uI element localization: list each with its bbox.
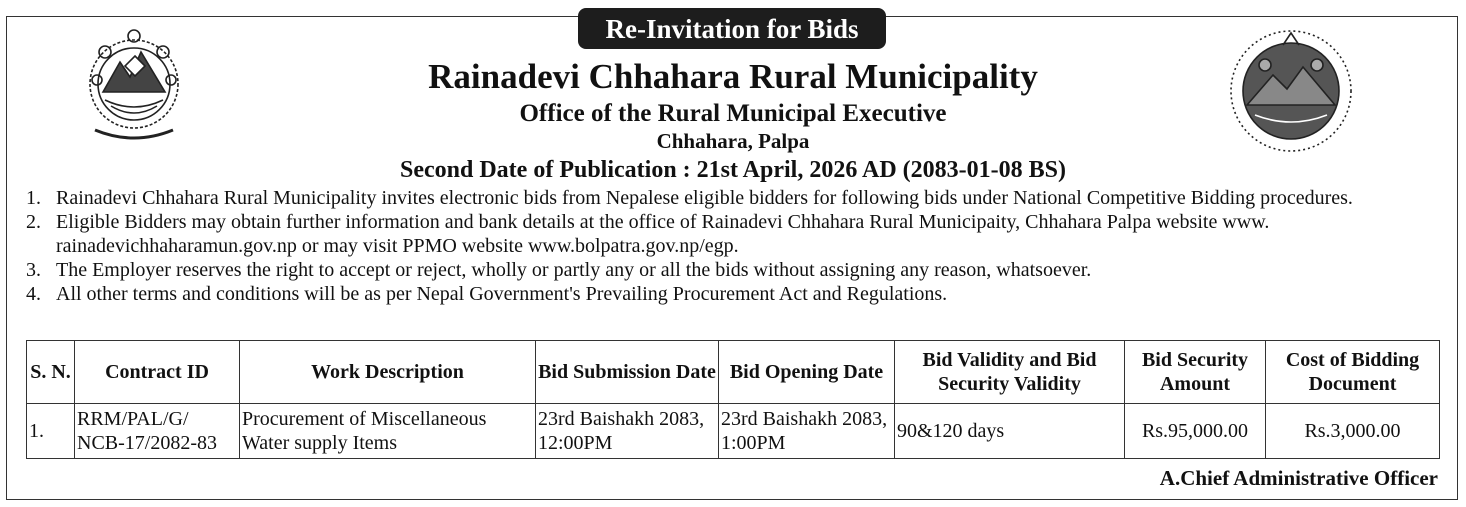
signature: A.Chief Administrative Officer bbox=[1159, 466, 1438, 490]
office-location: Chhahara, Palpa bbox=[656, 129, 810, 153]
table-header-row bbox=[27, 341, 1440, 404]
nepal-coat-of-arms-icon bbox=[75, 22, 193, 150]
cell-bid-opening-date: 23rd Baishakh 2083, 1:00PM bbox=[719, 404, 895, 459]
municipality-logo-icon bbox=[1225, 25, 1357, 157]
header-work-description: Work Description bbox=[240, 341, 536, 404]
header-cost-of-bidding-document: Cost of Bidding Document bbox=[1266, 341, 1440, 404]
municipality-title: Rainadevi Chhahara Rural Municipality bbox=[428, 57, 1038, 96]
header-bid-opening-date: Bid Opening Date bbox=[719, 341, 895, 404]
item-number: 3. bbox=[26, 259, 41, 281]
header-bid-submission-date: Bid Submission Date bbox=[536, 341, 719, 404]
list-item bbox=[26, 186, 1446, 210]
publication-date: Second Date of Publication : 21st April, 2026 AD (2083-01-08 BS) bbox=[400, 157, 1066, 183]
header-bid-validity: Bid Validity and Bid Security Validity bbox=[895, 341, 1125, 404]
office-subtitle: Office of the Rural Municipal Executive bbox=[519, 100, 947, 127]
list-item bbox=[26, 282, 1446, 306]
cell-sn: 1. bbox=[27, 404, 75, 459]
item-text: Eligible Bidders may obtain further information and bank details at the office of Rainadevi Chhahara Rural Municipaity, Chhahara Palpa website www. rainadevichhaharamun.gov.np or may visit PPMO website www.bolpatra.gov.np/egp. bbox=[56, 211, 1270, 257]
notice-items bbox=[26, 186, 1446, 306]
item-number: 1. bbox=[26, 187, 41, 209]
table-row bbox=[27, 404, 1440, 459]
item-text: Rainadevi Chhahara Rural Municipality invites electronic bids from Nepalese eligible bidders for following bids under National Competitive Bidding procedures. bbox=[56, 187, 1353, 209]
notice-tag: Re-Invitation for Bids bbox=[578, 8, 886, 49]
cell-work-description: Procurement of Miscellaneous Water supply Items bbox=[240, 404, 536, 459]
cell-contract-id: RRM/PAL/G/ NCB-17/2082-83 bbox=[75, 404, 240, 459]
item-text: All other terms and conditions will be as per Nepal Government's Prevailing Procurement Act and Regulations. bbox=[56, 283, 948, 305]
cell-bid-validity: 90&120 days bbox=[895, 404, 1125, 459]
item-number: 2. bbox=[26, 211, 41, 233]
bids-table bbox=[26, 340, 1440, 459]
header-bid-security-amount: Bid Security Amount bbox=[1125, 341, 1266, 404]
list-item bbox=[26, 258, 1446, 282]
item-text: The Employer reserves the right to accept or reject, wholly or partly any or all the bids without assigning any reason, whatsoever. bbox=[56, 259, 1092, 281]
cell-bid-security-amount: Rs.95,000.00 bbox=[1125, 404, 1266, 459]
item-number: 4. bbox=[26, 283, 41, 305]
header-contract-id: Contract ID bbox=[75, 341, 240, 404]
cell-bid-submission-date: 23rd Baishakh 2083, 12:00PM bbox=[536, 404, 719, 459]
header-sn: S. N. bbox=[27, 341, 75, 404]
cell-cost-of-bidding-document: Rs.3,000.00 bbox=[1266, 404, 1440, 459]
list-item bbox=[26, 210, 1446, 258]
